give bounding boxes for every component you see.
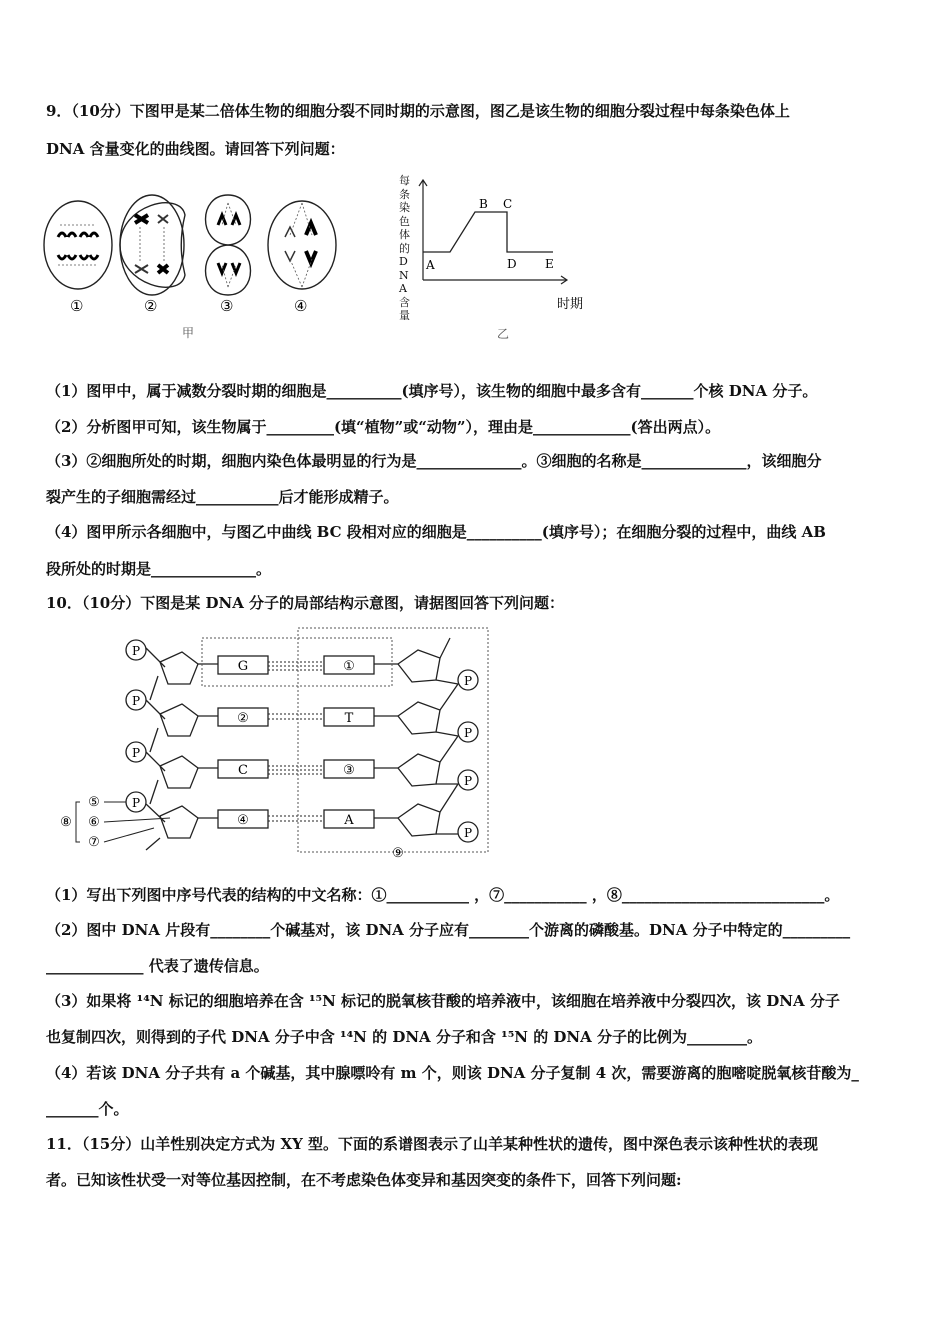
q10-part4-line2: _______个。 [46,1100,129,1118]
marker-9: ⑨ [392,846,404,861]
cell-4 [268,201,336,289]
phosphate-l3 [126,742,146,762]
phosphate-label: P [463,774,473,788]
left-base-3: C [238,763,248,778]
left-base-1: G [237,659,249,674]
q9-part4-line2: 段所处的时期是______________。 [46,560,272,578]
right-sugar-2 [398,702,440,734]
q9-part1: （1）图甲中，属于减数分裂时期的细胞是__________(填序号），该生物的细胞中最多含有_______个核 DNA 分子。 [46,382,818,400]
left-sugar-3 [160,756,198,788]
point-d: D [507,257,517,271]
phosphate-l4 [126,792,146,812]
fig-yi-caption: 乙 [497,327,510,341]
right-sugar-3 [398,754,440,786]
phosphate-l1 [126,640,146,660]
phosphate-label: P [131,694,141,708]
marker-8: ⑧ [60,815,72,830]
q10-part3-line1: （3）如果将 ¹⁴N 标记的细胞培养在含 ¹⁵N 标记的脱氧核苷酸的培养液中，该细胞在培养液中分裂四次，该 DNA 分子 [46,992,840,1010]
phosphate-r3 [458,770,478,790]
fig-yi-ylabel-text: 每条染色体的DNA含量 [399,174,410,322]
cell-label-2: ② [144,297,158,315]
q9-part3-line1: （3）②细胞所处的时期，细胞内染色体最明显的行为是______________。③细胞的名称是______________，该细胞分 [46,452,822,470]
marker-8-bracket [76,802,80,842]
cell-2 [120,195,190,295]
right-sugar-4 [398,804,440,836]
point-e: E [545,257,554,271]
phosphate-label: P [463,726,473,740]
phosphate-label: P [463,826,473,840]
right-base-4: A [344,813,354,828]
phosphate-l2 [126,690,146,710]
hydrogen-bonds-1 [268,662,324,670]
cell-label-4: ④ [294,297,308,315]
q11-intro-line1: 11．（15分）山羊性别决定方式为 XY 型。下面的系谱图表示了山羊某种性状的遗传，图中深色表示该种性状的表现 [46,1135,819,1153]
figure-yi [395,170,595,345]
marker-6: ⑥ [88,815,100,830]
dna-structure-figure [50,622,500,867]
phosphate-r1 [458,670,478,690]
right-sugar-1 [398,650,440,682]
hydrogen-bonds-4 [268,816,324,821]
q9-intro-line2: DNA 含量变化的曲线图。请回答下列问题： [46,140,345,158]
q10-part1: （1）写出下列图中序号代表的结构的中文名称：①___________ ，⑦___________ ，⑧___________________________。 [46,886,840,904]
hydrogen-bonds-3 [268,766,324,774]
left-sugar-4 [160,806,198,838]
fig-jia-caption: 甲 [182,326,195,340]
left-sugar-2 [160,704,198,736]
left-sugar-1 [160,652,198,684]
phosphate-r2 [458,722,478,742]
phosphate-label: P [463,674,473,688]
q10-intro: 10．（10分）下图是某 DNA 分子的局部结构示意图，请据图回答下列问题： [46,594,565,612]
q11-intro-line2: 者。已知该性状受一对等位基因控制，在不考虑染色体变异和基因突变的条件下，回答下列问题: [46,1171,682,1189]
cell-1 [44,201,112,289]
q10-part3-line2: 也复制四次，则得到的子代 DNA 分子中含 ¹⁴N 的 DNA 分子和含 ¹⁵N 的 DNA 分子的比例为________。 [46,1028,762,1046]
right-base-3: ③ [343,763,355,778]
cell-label-1: ① [70,297,84,315]
phosphate-label: P [131,746,141,760]
q10-part2-line1: （2）图中 DNA 片段有________个碱基对，该 DNA 分子应有________个游离的磷酸基。DNA 分子中特定的_________ [46,921,851,939]
hydrogen-bonds-2 [268,714,324,719]
right-base-1: ① [343,659,355,674]
phosphate-label: P [131,644,141,658]
q9-part2: （2）分析图甲可知，该生物属于_________(填“植物”或“动物”），理由是_____________(答出两点）。 [46,418,721,436]
figure-jia [40,185,340,345]
phosphate-r4 [458,822,478,842]
point-c: C [503,197,513,211]
marker-7: ⑦ [88,835,100,850]
point-a: A [426,258,435,272]
q9-part3-line2: 裂产生的子细胞需经过___________后才能形成精子。 [46,488,399,506]
marker-5: ⑤ [88,795,100,810]
fig-yi-xlabel: 时期 [557,297,584,312]
cell-3 [206,195,251,295]
point-b: B [479,197,488,211]
q9-part4-line1: （4）图甲所示各细胞中，与图乙中曲线 BC 段相对应的细胞是__________(填序号）；在细胞分裂的过程中，曲线 AB [46,523,826,541]
phosphate-label: P [131,796,141,810]
left-base-4: ④ [237,813,249,828]
q9-intro-line1: 9．（10分）下图甲是某二倍体生物的细胞分裂不同时期的示意图，图乙是该生物的细胞分裂过程中每条染色体上 [46,102,790,120]
q10-part2-line2: _____________ 代表了遗传信息。 [46,957,269,975]
right-base-2: T [344,711,354,726]
left-base-2: ② [237,711,249,726]
q10-part4-line1: （4）若该 DNA 分子共有 a 个碱基，其中腺嘌呤有 m 个，则该 DNA 分子复制 4 次，需要游离的胞嘧啶脱氧核苷酸为_ [46,1064,859,1082]
cell-label-3: ③ [220,297,234,315]
right-backbone [436,638,458,834]
